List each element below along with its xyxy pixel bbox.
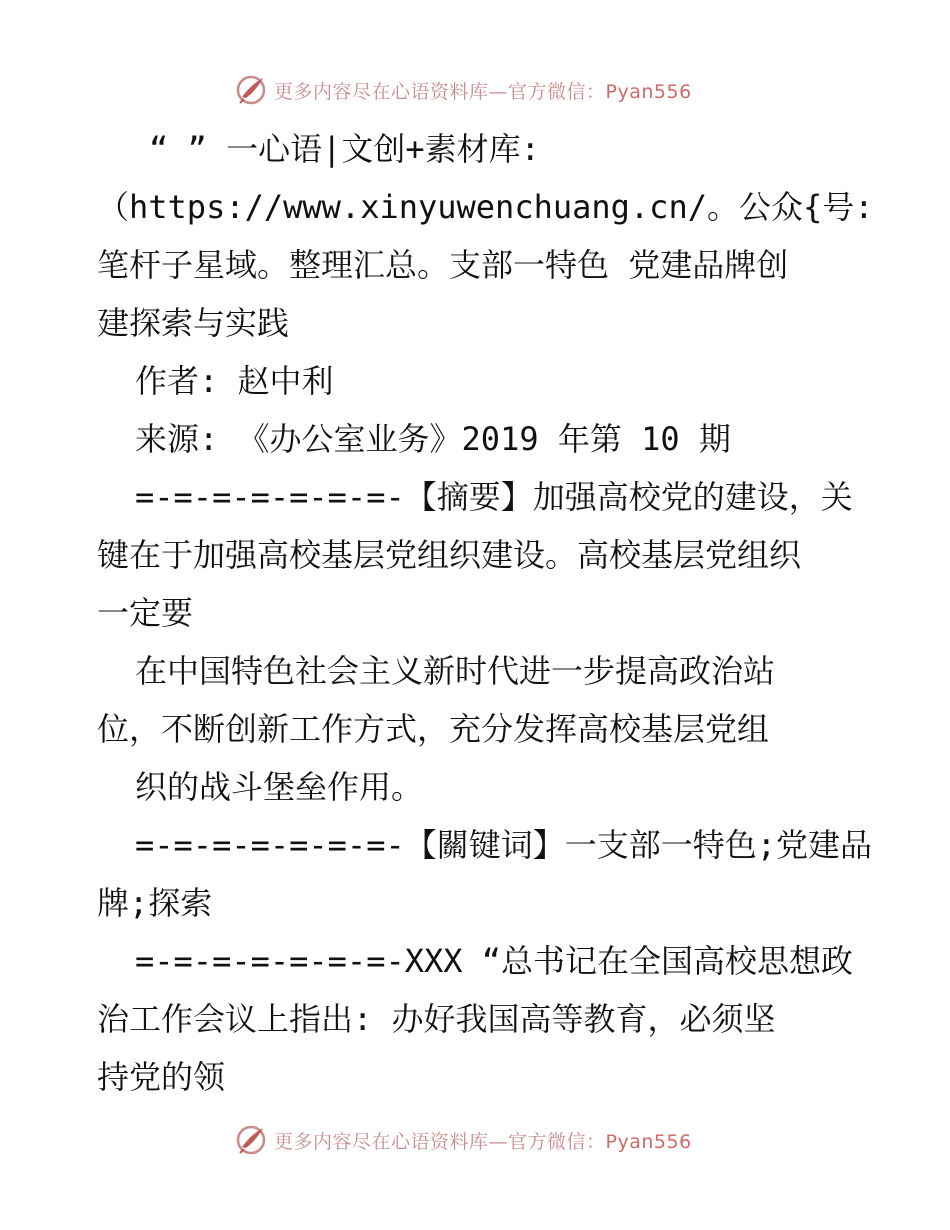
- text-line-1: “ ” 一心语|文创+素材库:: [149, 130, 540, 168]
- watermark-banner-top: [234, 70, 692, 110]
- watermark-text: 更多内容尽在心语资料库—官方微信：: [274, 1130, 606, 1153]
- text-line-11: 位，不断创新工作方式，充分发挥高校基层党组: [97, 710, 770, 748]
- watermark-id: Pyan556: [605, 1130, 692, 1153]
- text-line-source: 来源: 《办公室业务》2019 年第 10 期: [135, 420, 731, 458]
- text-line-8: 键在于加强高校基层党组织建设。高校基层党组织: [97, 536, 802, 574]
- text-line-3: 笔杆子星域。整理汇总。支部一特色 党建品牌创: [97, 246, 789, 284]
- text-line-12: 织的战斗堡垒作用。: [135, 768, 424, 806]
- document-body: [97, 120, 874, 1106]
- text-line-10: 在中国特色社会主义新时代进一步提高政治站: [135, 652, 776, 690]
- text-line-keywords: =-=-=-=-=-=-=-【關键词】一支部一特色;党建品: [135, 826, 872, 864]
- text-line-4: 建探索与实践: [97, 304, 290, 342]
- text-line-abstract: =-=-=-=-=-=-=-【摘要】加强高校党的建设，关: [135, 478, 853, 516]
- text-line-author: 作者: 赵中利: [135, 362, 334, 400]
- watermark-banner-bottom: [234, 1120, 692, 1160]
- text-line-14: 牌;探索: [97, 884, 213, 922]
- text-line-16: 治工作会议上指出: 办好我国高等教育，必须坚: [97, 1000, 776, 1038]
- text-line-15: =-=-=-=-=-=-=-XXX “总书记在全国高校思想政: [135, 942, 854, 980]
- text-line-17: 持党的领: [97, 1058, 226, 1096]
- text-line-2: （https://www.xinyuwenchuang.cn/。公众{号:: [97, 188, 874, 226]
- watermark-text: 更多内容尽在心语资料库—官方微信：: [274, 80, 606, 103]
- watermark-id: Pyan556: [605, 80, 692, 103]
- feather-swirl-logo-icon: [234, 73, 268, 107]
- text-line-9: 一定要: [97, 594, 194, 632]
- feather-swirl-logo-icon: [234, 1123, 268, 1157]
